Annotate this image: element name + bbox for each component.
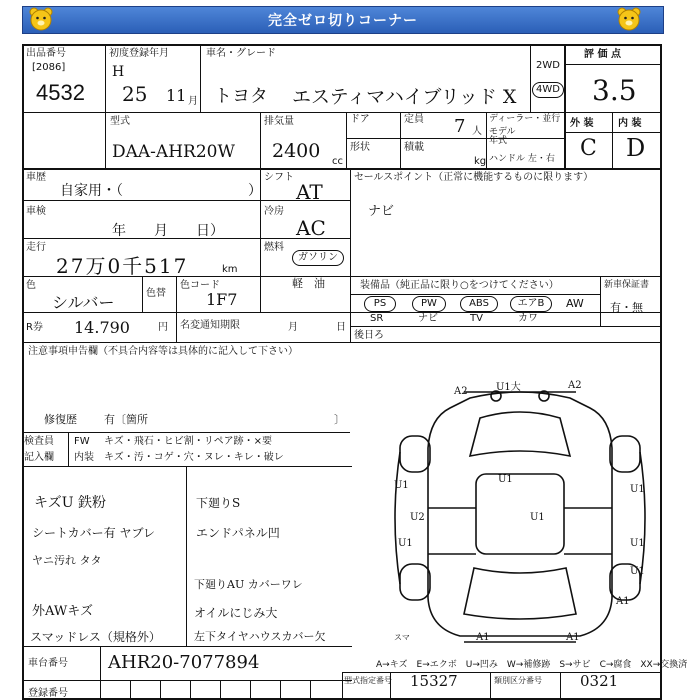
equip-aw: AW (566, 297, 584, 310)
dealer-label: ディーラー・並行 (489, 114, 561, 124)
remark-8: 下廻りAU カバーワレ (194, 578, 303, 591)
lot-number: 4532 (36, 80, 85, 105)
shift-value: AT (296, 180, 323, 204)
mark-left-3: U1 (398, 538, 413, 549)
door-label: ドア (350, 114, 370, 125)
notes-title: 注意事項申告欄（不具合内容等は具体的に記入して下さい） (28, 346, 298, 357)
fuel-value-circled: ガソリン (292, 250, 344, 266)
fuel-alt: 軽 油 (292, 277, 325, 290)
remark-6: 外AWキズ (32, 604, 93, 619)
type-label: 型式 (110, 116, 130, 127)
capacity-label: 定員 (404, 114, 424, 125)
mark-rear-right: A1 (566, 632, 580, 643)
shift-label: シフト (264, 172, 294, 183)
remark-3: ヤニ汚れ タタ (32, 554, 102, 567)
color-code-value: 1F7 (206, 290, 238, 309)
mark-center: U1 (530, 512, 545, 523)
load-label: 積載 (404, 142, 424, 153)
interior-label: 内 装 (618, 118, 642, 129)
score-label: 評 価 点 (584, 49, 621, 60)
inspection-value: 年 月 日） (112, 223, 224, 239)
remark-2: シートカバー有 ヤブレ (32, 526, 155, 540)
equip-airbag: エアB (510, 296, 552, 312)
mark-bottom-left: スマ (394, 633, 410, 642)
mark-roof: U1 (498, 474, 513, 485)
exterior-grade: C (580, 136, 597, 161)
first-reg-label: 初度登録年月 (109, 48, 169, 59)
history-label: 車歴 (26, 172, 46, 183)
reg-label: 登録番号 (28, 688, 68, 699)
color-no-label: 色替 (146, 288, 166, 299)
cert-value: 15327 (410, 672, 458, 690)
model-year-label: モデル年式 (489, 127, 516, 146)
equip-sr: SR (370, 313, 384, 324)
reg-month: 11 (166, 86, 187, 105)
fourwd-circled: 4WD (532, 82, 564, 98)
chassis-value: AHR20-7077894 (108, 652, 260, 673)
lot-sub: [2086] (32, 62, 66, 73)
inspector-in-items: キズ・汚・コゲ・穴・ヌレ・キレ・破レ (104, 452, 284, 463)
mark-front-right: A2 (568, 380, 582, 391)
sales-title: セールスポイント（正常に機能するものに限ります） (354, 172, 594, 183)
type-value: DAA-AHR20W (112, 142, 235, 162)
inspector-fw: FW (74, 436, 90, 447)
mileage-label: 走行 (26, 242, 46, 253)
banner (22, 6, 664, 34)
banner-title: 完全ゼロ切りコーナー (268, 13, 418, 29)
equip-abs: ABS (460, 296, 498, 312)
person-unit: 人 (472, 126, 482, 137)
car-damage-diagram (380, 378, 660, 648)
mark-rear-left: A1 (476, 632, 490, 643)
mark-front-left: A2 (454, 386, 468, 397)
twowd-label: 2WD (536, 60, 560, 71)
equip-tv: TV (470, 313, 483, 324)
shape-label: 形状 (350, 142, 370, 153)
warranty-label: 新車保証書 (604, 280, 650, 290)
sales-text: ナビ (368, 204, 395, 219)
remark-9: オイルにじみ大 (194, 606, 278, 620)
chassis-label: 車台番号 (28, 658, 68, 669)
interior-grade: D (626, 134, 646, 162)
exterior-label: 外 装 (570, 118, 594, 129)
score-value: 3.5 (592, 74, 637, 107)
inspection-label: 車検 (26, 206, 46, 217)
repair-label: 修復歴 (44, 413, 77, 426)
lot-label: 出品番号 (26, 48, 66, 59)
model-name: エスティマハイブリッド X (292, 86, 517, 108)
maker: トヨタ (214, 86, 268, 107)
inspector-label2: 記入欄 (24, 452, 54, 463)
cc-unit: cc (332, 156, 343, 167)
mileage-value: 27万0千517 (56, 254, 189, 278)
month-unit: 月 (188, 96, 198, 107)
inspector-label1: 検査員 (24, 436, 54, 447)
km-unit: km (222, 264, 238, 275)
bear-mascot-icon (28, 6, 54, 32)
after-seat: 後日ろ (354, 330, 384, 341)
remark-1: キズU 鉄粉 (34, 495, 106, 511)
mark-right-1: U1 (630, 484, 645, 495)
mark-front-center: U1大 (496, 382, 521, 393)
ac-label: 冷房 (264, 206, 284, 217)
notice-month: 月 (288, 322, 298, 333)
fuel-label: 燃料 (264, 242, 284, 253)
inspector-inner: 内装 (74, 452, 94, 463)
history-value: 自家用・（ (60, 183, 123, 199)
remark-4: 下廻りS (196, 496, 241, 510)
mark-right-4: A1 (616, 596, 630, 607)
era: H (112, 64, 125, 80)
repair-value: 有〔箇所 (104, 413, 148, 426)
cert-label: 型式指定番号 (344, 676, 392, 685)
reg-year: 25 (122, 82, 148, 106)
model-label: 車名・グレード (206, 48, 276, 59)
kg-unit: kg (474, 156, 487, 167)
class-label: 類別区分番号 (494, 676, 542, 685)
notice-day: 日 (336, 322, 346, 333)
capacity-value: 7 (454, 116, 466, 137)
equip-leather: カワ (518, 313, 538, 324)
mark-left-2: U2 (410, 512, 425, 523)
remark-5: エンドパネル凹 (196, 526, 280, 540)
equip-pw: PW (412, 296, 446, 312)
color-code-label: 色コード (180, 280, 220, 291)
notice-label: 名変通知期限 (180, 320, 240, 331)
repair-close: 〕 (334, 413, 345, 426)
color-label: 色 (26, 280, 36, 291)
tax-value: 14.790 (74, 318, 130, 337)
inspector-fw-items: キズ・飛石・ヒビ割・リペア跡・×要 (104, 436, 272, 447)
equip-ps: PS (364, 296, 396, 312)
displacement-value: 2400 (272, 140, 321, 162)
yen-unit: 円 (158, 322, 168, 333)
mark-right-3: U1 (630, 566, 645, 577)
remark-7: スマッドレス（規格外） (30, 630, 161, 644)
mark-right-2: U1 (630, 538, 645, 549)
class-value: 0321 (580, 672, 619, 690)
equipment-title: 装備品（純正品に限り○をつけてください） (360, 280, 559, 291)
bear-mascot-icon (616, 6, 642, 32)
warranty-value: 有・無 (610, 301, 643, 314)
remark-10: 左下タイヤハウスカバー欠 (194, 630, 326, 643)
equip-navi: ナビ (418, 313, 438, 324)
handle-label: ハンドル 左・右 (489, 154, 555, 164)
color-value: シルバー (52, 293, 115, 312)
tax-label: R券 (26, 322, 43, 333)
ac-value: AC (296, 216, 326, 240)
damage-legend: A→キズ E→エクボ U→凹み W→補修跡 S→サビ C→腐食 XX→交換済 (376, 660, 688, 670)
displacement-label: 排気量 (264, 116, 294, 127)
mark-left-1: U1 (394, 480, 409, 491)
